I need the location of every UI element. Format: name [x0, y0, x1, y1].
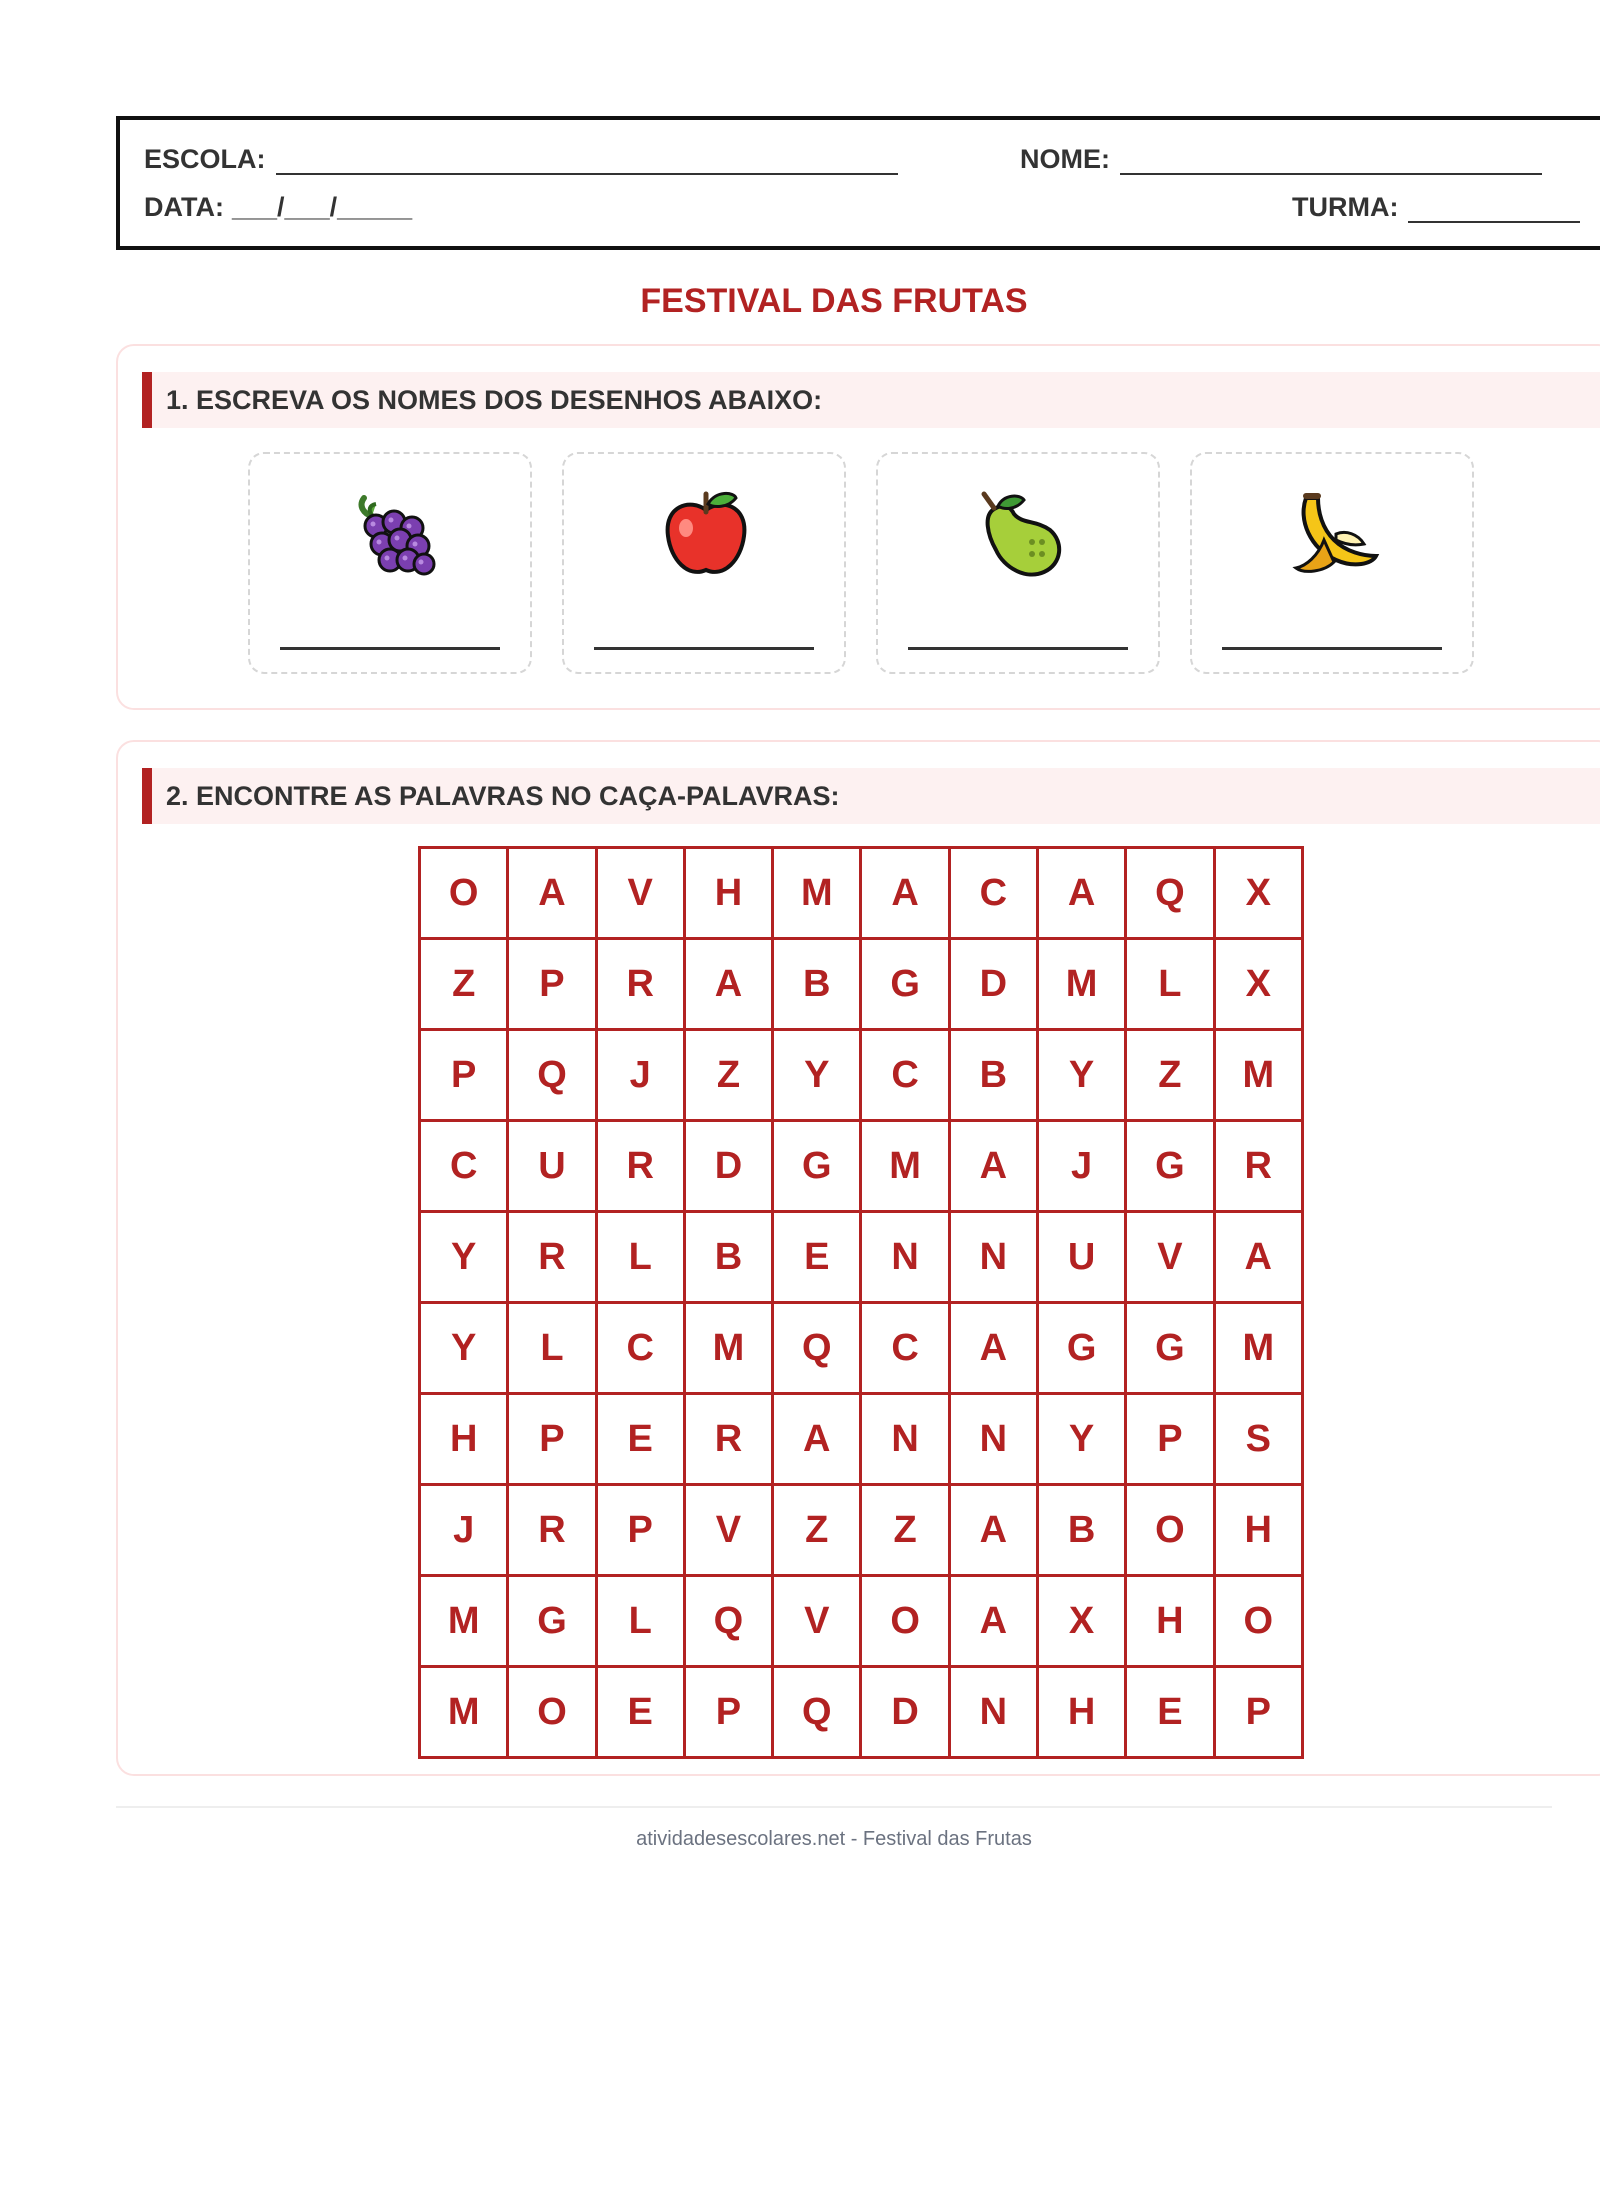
grid-cell[interactable]: M: [1214, 1030, 1302, 1121]
footer-text: atividadesescolares.net - Festival das Frutas: [636, 1828, 1032, 1850]
grid-cell[interactable]: C: [861, 1303, 949, 1394]
grid-cell[interactable]: V: [596, 848, 684, 939]
grid-cell[interactable]: A: [773, 1394, 861, 1485]
grid-cell[interactable]: E: [596, 1394, 684, 1485]
grid-row: [420, 1485, 1303, 1576]
grid-cell[interactable]: P: [1126, 1394, 1214, 1485]
grid-cell[interactable]: M: [1037, 939, 1125, 1030]
grid-row: [420, 848, 1303, 939]
grid-cell[interactable]: A: [949, 1303, 1037, 1394]
grid-cell[interactable]: Y: [420, 1212, 508, 1303]
section-name-drawings: [116, 344, 1600, 710]
grid-cell[interactable]: N: [949, 1667, 1037, 1758]
grid-cell[interactable]: J: [420, 1485, 508, 1576]
grid-cell[interactable]: A: [508, 848, 596, 939]
answer-line-2[interactable]: [594, 647, 814, 650]
grid-cell[interactable]: N: [949, 1394, 1037, 1485]
grid-cell[interactable]: R: [508, 1212, 596, 1303]
grid-cell[interactable]: R: [1214, 1121, 1302, 1212]
grid-cell[interactable]: Z: [773, 1485, 861, 1576]
grid-cell[interactable]: M: [420, 1667, 508, 1758]
drawing-card-3: [876, 452, 1160, 674]
grid-cell[interactable]: Y: [1037, 1394, 1125, 1485]
grid-row: [420, 1576, 1303, 1667]
grid-cell[interactable]: A: [861, 848, 949, 939]
grid-cell[interactable]: P: [420, 1030, 508, 1121]
grid-cell[interactable]: D: [861, 1667, 949, 1758]
footer-divider: [116, 1806, 1552, 1808]
grid-cell[interactable]: R: [596, 1121, 684, 1212]
grid-cell[interactable]: U: [1037, 1212, 1125, 1303]
word-search-grid: [418, 846, 1304, 1759]
grid-cell[interactable]: U: [508, 1121, 596, 1212]
grid-cell[interactable]: P: [596, 1485, 684, 1576]
grid-row: [420, 1121, 1303, 1212]
grid-cell[interactable]: O: [508, 1667, 596, 1758]
grid-cell[interactable]: L: [1126, 939, 1214, 1030]
grid-cell[interactable]: O: [1214, 1576, 1302, 1667]
class-label: TURMA:: [1292, 192, 1399, 222]
grid-row: [420, 1212, 1303, 1303]
banana-icon: [1284, 484, 1384, 584]
grid-cell[interactable]: L: [596, 1576, 684, 1667]
grid-cell[interactable]: H: [420, 1394, 508, 1485]
grid-cell[interactable]: S: [1214, 1394, 1302, 1485]
grid-cell[interactable]: C: [861, 1030, 949, 1121]
grid-cell[interactable]: L: [596, 1212, 684, 1303]
grid-cell[interactable]: H: [1126, 1576, 1214, 1667]
grid-cell[interactable]: G: [773, 1121, 861, 1212]
grapes-icon: [342, 484, 442, 584]
grid-cell[interactable]: N: [949, 1212, 1037, 1303]
name-field: [1020, 144, 1542, 175]
grid-cell[interactable]: Q: [684, 1576, 772, 1667]
grid-cell[interactable]: N: [861, 1212, 949, 1303]
grid-cell[interactable]: Z: [1126, 1030, 1214, 1121]
grid-cell[interactable]: Y: [420, 1303, 508, 1394]
class-input-line[interactable]: [1408, 197, 1580, 223]
grid-row: [420, 1667, 1303, 1758]
grid-cell[interactable]: D: [949, 939, 1037, 1030]
grid-cell[interactable]: A: [949, 1485, 1037, 1576]
grid-cell[interactable]: A: [684, 939, 772, 1030]
grid-cell[interactable]: O: [1126, 1485, 1214, 1576]
grid-cell[interactable]: Q: [773, 1667, 861, 1758]
grid-cell[interactable]: A: [949, 1576, 1037, 1667]
grid-cell[interactable]: A: [1037, 848, 1125, 939]
grid-cell[interactable]: Y: [773, 1030, 861, 1121]
class-field: [1292, 192, 1580, 223]
name-label: NOME:: [1020, 144, 1110, 174]
grid-cell[interactable]: G: [508, 1576, 596, 1667]
date-label: DATA:: [144, 192, 224, 222]
grid-cell[interactable]: B: [1037, 1485, 1125, 1576]
grid-cell[interactable]: V: [773, 1576, 861, 1667]
page-title: FESTIVAL DAS FRUTAS: [640, 282, 1028, 320]
apple-icon: [656, 484, 756, 584]
grid-cell[interactable]: B: [773, 939, 861, 1030]
school-label: ESCOLA:: [144, 144, 266, 174]
pear-icon: [970, 484, 1070, 584]
grid-cell[interactable]: H: [684, 848, 772, 939]
grid-cell[interactable]: V: [684, 1485, 772, 1576]
grid-cell[interactable]: P: [508, 939, 596, 1030]
student-info-box: [116, 116, 1600, 250]
grid-cell[interactable]: L: [508, 1303, 596, 1394]
grid-cell[interactable]: P: [684, 1667, 772, 1758]
grid-cell[interactable]: G: [1126, 1303, 1214, 1394]
grid-cell[interactable]: O: [861, 1576, 949, 1667]
grid-cell[interactable]: C: [596, 1303, 684, 1394]
grid-cell[interactable]: A: [1214, 1212, 1302, 1303]
grid-cell[interactable]: R: [508, 1485, 596, 1576]
answer-line-4[interactable]: [1222, 647, 1442, 650]
school-input-line[interactable]: [276, 149, 898, 175]
grid-cell[interactable]: X: [1037, 1576, 1125, 1667]
grid-cell[interactable]: H: [1214, 1485, 1302, 1576]
grid-cell[interactable]: B: [949, 1030, 1037, 1121]
grid-cell[interactable]: G: [1126, 1121, 1214, 1212]
grid-cell[interactable]: R: [596, 939, 684, 1030]
grid-cell[interactable]: Q: [773, 1303, 861, 1394]
grid-cell[interactable]: Z: [861, 1485, 949, 1576]
name-input-line[interactable]: [1120, 149, 1542, 175]
grid-cell[interactable]: J: [596, 1030, 684, 1121]
grid-cell[interactable]: R: [684, 1394, 772, 1485]
grid-cell[interactable]: V: [1126, 1212, 1214, 1303]
grid-cell[interactable]: H: [1037, 1667, 1125, 1758]
grid-cell[interactable]: G: [1037, 1303, 1125, 1394]
grid-row: [420, 1303, 1303, 1394]
section2-heading: 2. ENCONTRE AS PALAVRAS NO CAÇA-PALAVRAS:: [142, 768, 1600, 824]
grid-cell[interactable]: Z: [684, 1030, 772, 1121]
grid-cell[interactable]: E: [1126, 1667, 1214, 1758]
grid-cell[interactable]: Z: [420, 939, 508, 1030]
grid-cell[interactable]: M: [861, 1121, 949, 1212]
school-field: [144, 144, 898, 175]
grid-cell[interactable]: Y: [1037, 1030, 1125, 1121]
grid-row: [420, 939, 1303, 1030]
grid-cell[interactable]: J: [1037, 1121, 1125, 1212]
grid-cell[interactable]: E: [596, 1667, 684, 1758]
drawing-card-4: [1190, 452, 1474, 674]
grid-cell[interactable]: P: [508, 1394, 596, 1485]
grid-cell[interactable]: M: [1214, 1303, 1302, 1394]
answer-line-3[interactable]: [908, 647, 1128, 650]
grid-cell[interactable]: Q: [508, 1030, 596, 1121]
grid-cell[interactable]: B: [684, 1212, 772, 1303]
grid-row: [420, 1030, 1303, 1121]
grid-cell[interactable]: O: [420, 848, 508, 939]
drawing-card-2: [562, 452, 846, 674]
grid-cell[interactable]: N: [861, 1394, 949, 1485]
grid-cell[interactable]: C: [420, 1121, 508, 1212]
grid-cell[interactable]: C: [949, 848, 1037, 939]
answer-line-1[interactable]: [280, 647, 500, 650]
section1-heading: 1. ESCREVA OS NOMES DOS DESENHOS ABAIXO:: [142, 372, 1600, 428]
grid-cell[interactable]: G: [861, 939, 949, 1030]
grid-cell[interactable]: M: [773, 848, 861, 939]
grid-cell[interactable]: X: [1214, 848, 1302, 939]
grid-cell[interactable]: Q: [1126, 848, 1214, 939]
date-blank[interactable]: ___/___/_____: [231, 192, 413, 222]
grid-cell[interactable]: D: [684, 1121, 772, 1212]
date-field: [144, 192, 412, 223]
drawing-card-1: [248, 452, 532, 674]
grid-cell[interactable]: M: [684, 1303, 772, 1394]
grid-cell[interactable]: X: [1214, 939, 1302, 1030]
grid-row: [420, 1394, 1303, 1485]
grid-cell[interactable]: E: [773, 1212, 861, 1303]
grid-cell[interactable]: M: [420, 1576, 508, 1667]
grid-cell[interactable]: A: [949, 1121, 1037, 1212]
grid-cell[interactable]: P: [1214, 1667, 1302, 1758]
